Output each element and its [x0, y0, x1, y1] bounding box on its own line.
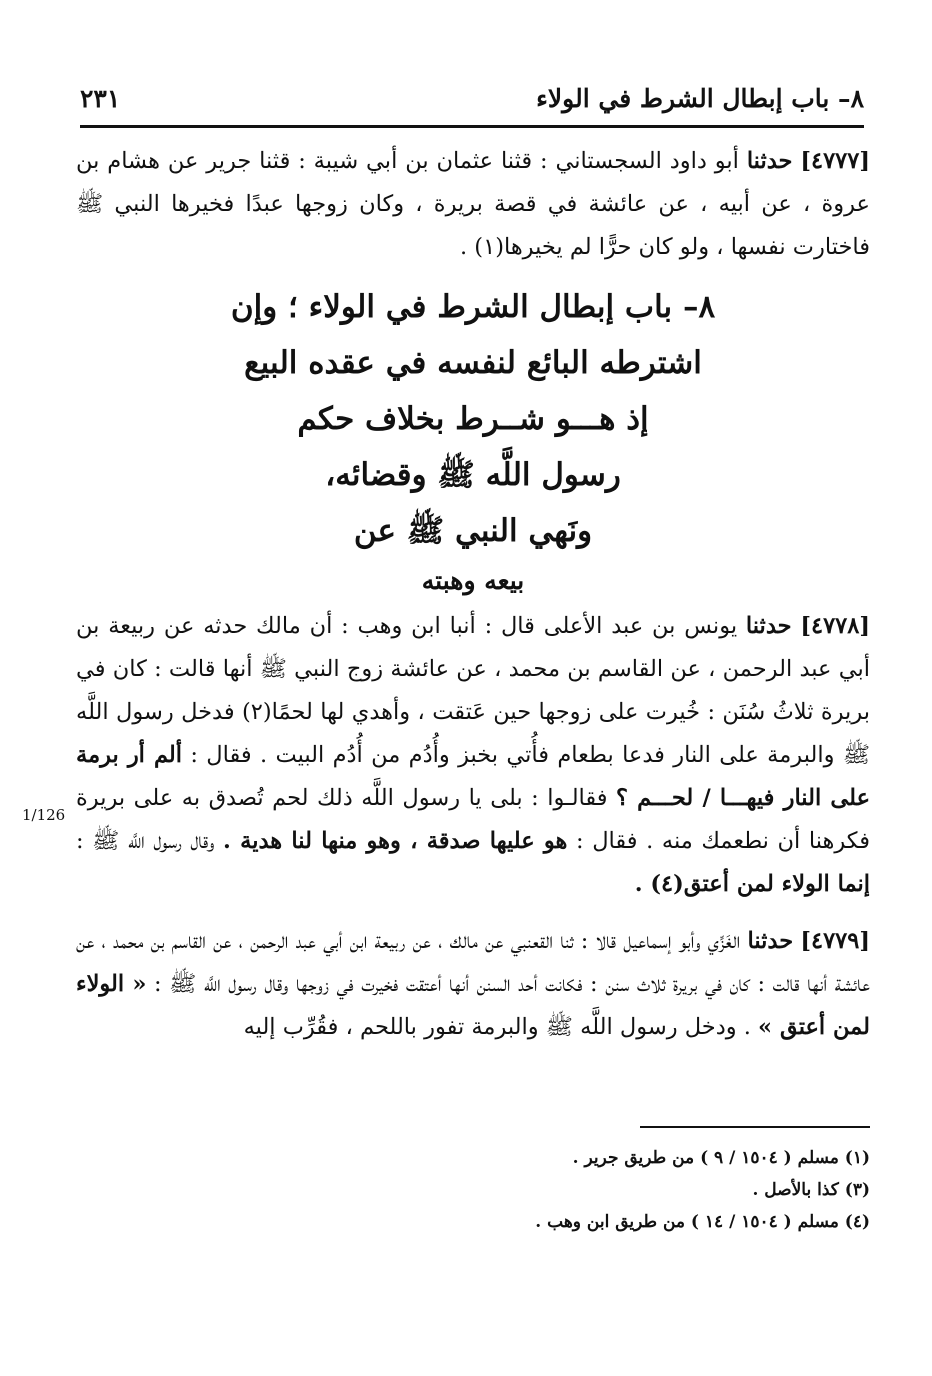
footnote-rule	[640, 1126, 870, 1128]
chapter-heading	[76, 279, 870, 603]
chapter-heading-line: بيعه وهبته	[421, 566, 525, 595]
hadith-text: يونس بن عبد الأعلى قال : أنبا ابن وهب : أن مالك حدثه عن ربيعة بن أبي عبد الرحمن ، عن القاسم بن محمد ، عن عائشة زوج النبي ﷺ أنها قالت : كان في بريرة ثلاثُ سُنَن : خُيرت على زوجها حين عَتقت ، وأهدي لها لحمًا(٢) فدخل رسول اللَّه ﷺ والبرمة على النار فدعا بطعام فأُتي بخبز وأُدُم من أُدُم البيت . فقال :	[76, 613, 870, 768]
page-number: ٢٣١	[80, 84, 121, 113]
hadith-4777	[76, 140, 870, 269]
hadith-quote: هو عليها صدقة ، وهو منها لنا هدية .	[223, 828, 568, 854]
hadith-quote: إنما الولاء لمن أعتق(٤) .	[634, 871, 870, 897]
footnotes	[76, 1142, 870, 1238]
chapter-heading-line: رسول اللَّه ﷺ وقضائه،	[325, 457, 621, 493]
hadith-text: . ودخل رسول اللَّه ﷺ والبرمة تفور باللحم ، فقُرِّب إليه	[243, 1014, 751, 1040]
hadith-text: وقال رسول اللَّه ﷺ :	[76, 828, 215, 854]
running-title: ٨– باب إبطال الشرط في الولاء	[536, 84, 864, 113]
footnote: (١) مسلم ( ١٥٠٤ / ٩ ) من طريق جرير .	[572, 1148, 870, 1168]
hadith-quote: « الولاء لمن أعتق »	[76, 971, 870, 1040]
marginal-manuscript-ref: 1/126	[22, 806, 66, 824]
chapter-heading-line: ونَهي النبي ﷺ عن	[353, 513, 593, 549]
chapter-heading-line: إذ هـــو شــرط بخلاف حكم	[297, 401, 649, 437]
hadith-number: [٤٧٧٨]	[800, 613, 871, 639]
hadith-4778	[76, 605, 870, 906]
page-header	[80, 78, 864, 124]
chapter-heading-line: ٨– باب إبطال الشرط في الولاء ؛ وإن	[230, 289, 716, 325]
hadith-text: أبو داود السجستاني : قثنا عثمان بن أبي شيبة : قثنا جرير عن هشام بن عروة ، عن أبيه ، عن عائشة في قصة بريرة ، وكان زوجها عبدًا فخيرها النبي ﷺ فاختارت نفسها ، ولو كان حرًّا لم يخيرها(١) .	[76, 148, 870, 260]
hadith-quote: ألم أر برمة على النار فيهـــا / لحـــم ؟	[76, 742, 870, 811]
hadith-number: [٤٧٧٩]	[800, 928, 871, 954]
footnote: (٤) مسلم ( ١٥٠٤ / ١٤ ) من طريق ابن وهب .	[535, 1212, 870, 1232]
page-body	[76, 140, 870, 1049]
hadith-4779	[76, 920, 870, 1049]
header-rule	[80, 125, 864, 128]
hadith-number: [٤٧٧٧]	[800, 148, 870, 174]
hadith-lead: حدثنا	[747, 928, 794, 954]
hadith-text: الغَزِّي وأبو إسماعيل قالا : ثنا القعنبي عن مالك ، عن ربيعة ابن أبي عبد الرحمن ، عن القاسم بن محمد ، عن عائشة أنها قالت : كان في بريرة ثلاث سنن : فكانت أحد السنن أنها أعتقت فخيرت في زوجها وقال رسول اللَّه ﷺ :	[76, 928, 870, 997]
hadith-lead: حدثنا	[746, 148, 793, 174]
hadith-lead: حدثنا	[745, 613, 792, 639]
hadith-text: فقالـوا : بلى يا رسول اللَّه ذلك لحم تُصدق به على بريرة فكرهنا أن نطعمك منه . فقال :	[76, 785, 870, 854]
chapter-heading-line: اشترطه البائع لنفسه في عقده البيع	[244, 345, 702, 381]
footnote: (٣) كذا بالأصل .	[752, 1180, 870, 1200]
